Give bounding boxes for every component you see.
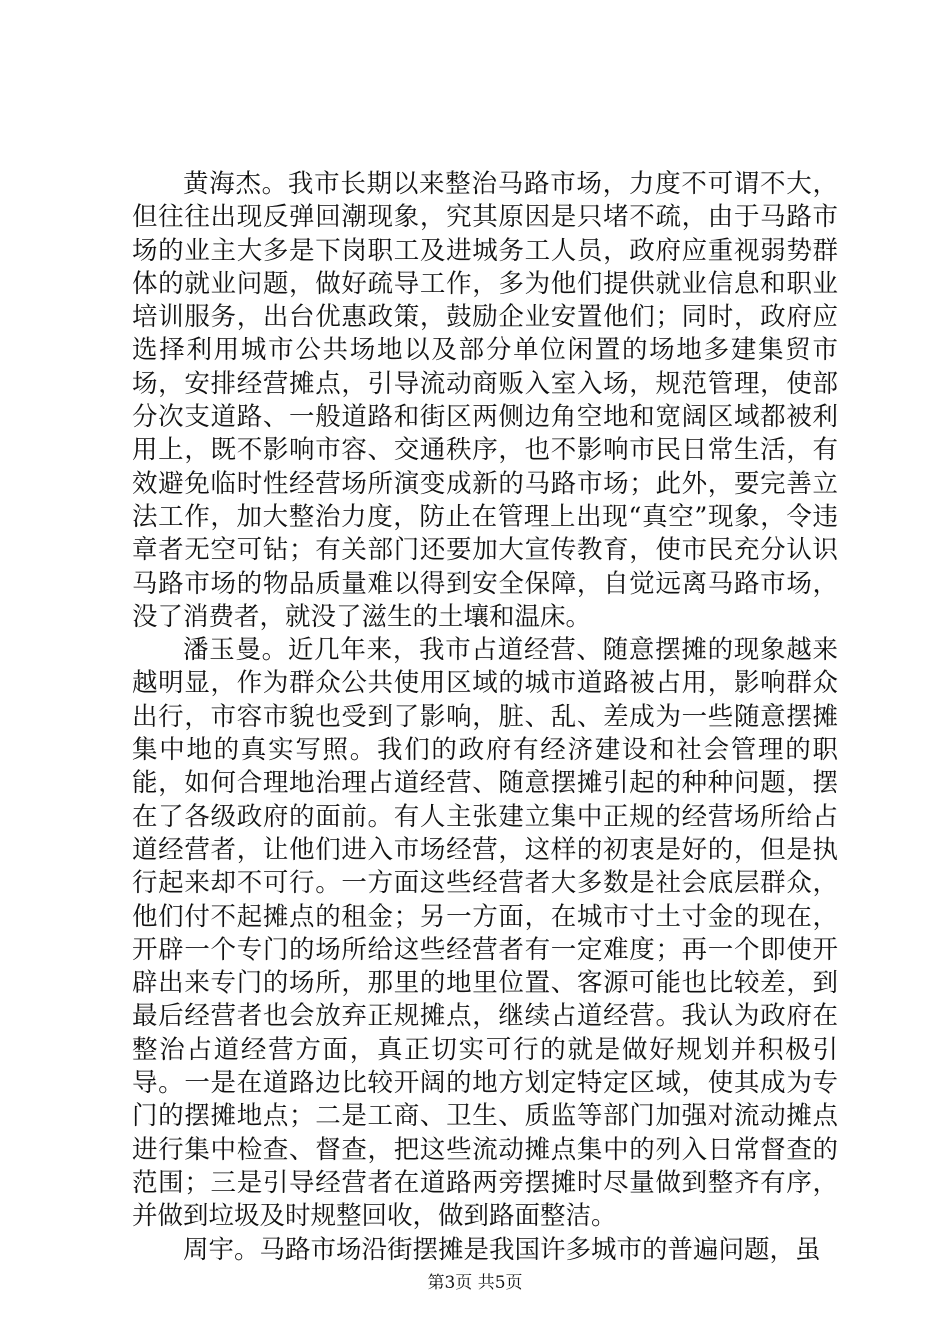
document-body	[132, 168, 838, 1267]
paragraph-pan-yuman: 潘玉曼。近几年来，我市占道经营、随意摆摊的现象越来越明显，作为群众公共使用区域的城市道路被占用，影响群众出行，市容市貌也受到了影响，脏、乱、差成为一些随意摆摊集中地的真实写照。我们的政府有经济建设和社会管理的职能，如何合理地治理占道经营、随意摆摊引起的种种问题，摆在了各级政府的面前。有人主张建立集中正规的经营场所给占道经营者，让他们进入市场经营，这样的初衷是好的，但是执行起来却不可行。一方面这些经营者大多数是社会底层群众，他们付不起摊点的租金；另一方面，在城市寸土寸金的现在，开辟一个专门的场所给这些经营者有一定难度；再一个即使开辟出来专门的场所，那里的地里位置、客源可能也比较差，到最后经营者也会放弃正规摊点，继续占道经营。我认为政府在整治占道经营方面，真正切实可行的就是做好规划并积极引导。一是在道路边比较开阔的地方划定特定区域，使其成为专门的摆摊地点；二是工商、卫生、质监等部门加强对流动摊点进行集中检查、督查，把这些流动摊点集中的列入日常督查的范围；三是引导经营者在道路两旁摆摊时尽量做到整齐有序，并做到垃圾及时规整回收，做到路面整洁。	[132, 635, 838, 1232]
paragraph-zhou-yu: 周宇。马路市场沿街摆摊是我国许多城市的普遍问题，虽	[183, 1234, 821, 1265]
paragraph-huang-haijie: 黄海杰。我市长期以来整治马路市场，力度不可谓不大，但往往出现反弹回潮现象，究其原因是只堵不疏，由于马路市场的业主大多是下岗职工及进城务工人员，政府应重视弱势群体的就业问题，做好疏导工作，多为他们提供就业信息和职业培训服务，出台优惠政策，鼓励企业安置他们；同时，政府应选择利用城市公共场地以及部分单位闲置的场地多建集贸市场，安排经营摊点，引导流动商贩入室入场，规范管理，使部分次支道路、一般道路和街区两侧边角空地和宽阔区域都被利用上，既不影响市容、交通秩序，也不影响市民日常生活，有效避免临时性经营场所演变成新的马路市场；此外，要完善立法工作，加大整治力度，防止在管理上出现“真空”现象，令违章者无空可钻；有关部门还要加大宣传教育，使市民充分认识马路市场的物品质量难以得到安全保障，自觉远离马路市场，没了消费者，就没了滋生的土壤和温床。	[132, 169, 838, 632]
page-footer: 第3页 共5页	[427, 1273, 523, 1293]
